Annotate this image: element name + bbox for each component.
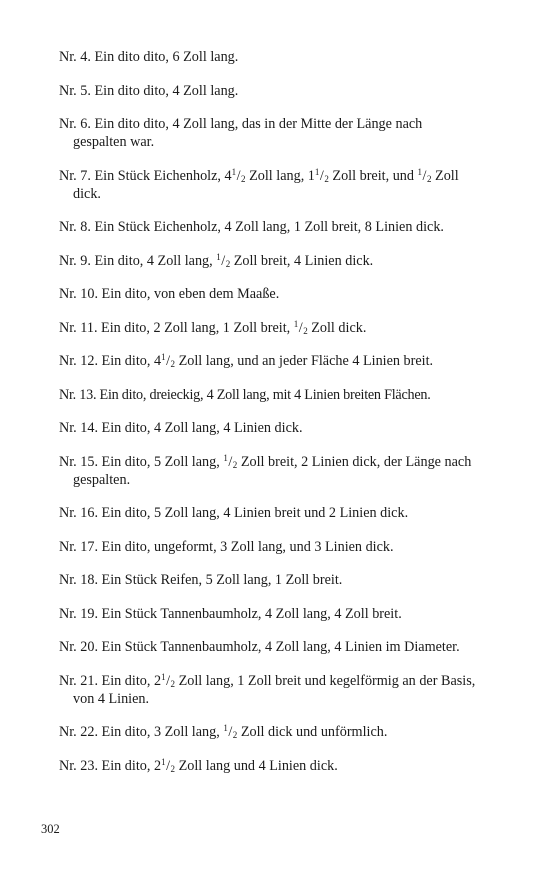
entry-text: Nr. 16. Ein dito, 5 Zoll lang, 4 Linien breit und 2 Linien dick. [59, 505, 409, 521]
catalog-entry-nr19 [59, 605, 479, 623]
catalog-entry-nr17 [59, 538, 479, 556]
entry-text: Zoll breit, 2 Linien dick, der Länge nach gespalten. [73, 453, 472, 488]
entry-text: Nr. 4. Ein dito dito, 6 Zoll lang. [59, 49, 239, 65]
catalog-entry-nr22 [59, 723, 479, 741]
fraction-numerator: 1 [161, 352, 166, 362]
fraction-numerator: 1 [216, 251, 221, 262]
fraction-numerator: 1 [231, 166, 237, 177]
entry-text: Nr. 12. Ein dito, 4 [59, 353, 162, 369]
catalog-entry-nr8 [59, 218, 479, 236]
entry-text: Nr. 9. Ein dito, 4 Zoll lang, [59, 252, 217, 269]
catalog-entry-nr4 [59, 48, 479, 66]
fraction-numerator: 1 [161, 756, 166, 767]
catalog-entry-nr18 [59, 571, 479, 589]
entry-text: Zoll lang, und an jeder Fläche 4 Linien breit. [175, 353, 434, 369]
entry-text: Zoll lang, 1 Zoll breit und kegelförmig an der Basis, von 4 Linien. [73, 672, 476, 707]
fraction-numerator: 1 [417, 166, 423, 177]
catalog-entry-nr16 [59, 504, 479, 522]
fraction-denominator: 2 [170, 763, 176, 774]
catalog-entry-nr5 [59, 82, 479, 100]
fraction-denominator: 2 [426, 173, 432, 184]
fraction-numerator: 1 [161, 671, 166, 682]
catalog-entry-nr11 [59, 319, 479, 337]
entry-text: Nr. 18. Ein Stück Reifen, 5 Zoll lang, 1 Zoll breit. [59, 572, 343, 588]
fraction-slash: / [221, 252, 226, 269]
entry-text: Nr. 23. Ein dito, 2 [59, 757, 162, 774]
entry-text: Nr. 7. Ein Stück Eichenholz, 4 [59, 167, 232, 184]
fraction-denominator: 2 [303, 325, 308, 336]
entry-text: Zoll dick und unförmlich. [237, 724, 388, 740]
fraction-denominator: 2 [232, 730, 238, 740]
catalog-entry-nr10 [59, 285, 479, 303]
catalog-entry-nr23 [59, 757, 479, 775]
fraction-numerator: 1 [223, 723, 228, 733]
entry-text: Nr. 13. Ein dito, dreieckig, 4 Zoll lang, mit 4 Linien breiten Flächen. [59, 386, 431, 403]
fraction-slash: / [298, 319, 303, 336]
fraction-denominator: 2 [241, 173, 246, 184]
fraction-slash: / [166, 672, 171, 689]
catalog-entry-nr13 [59, 386, 479, 404]
fraction-numerator: 1 [293, 318, 299, 329]
entry-text: Nr. 5. Ein dito dito, 4 Zoll lang. [59, 82, 239, 99]
fraction-numerator: 1 [314, 166, 320, 177]
entry-text: Nr. 17. Ein dito, ungeformt, 3 Zoll lang, und 3 Linien dick. [59, 538, 394, 555]
entry-text: Zoll dick. [307, 319, 367, 336]
fraction-slash: / [422, 167, 427, 184]
entry-text: Zoll lang, 1 [245, 167, 315, 184]
entry-text: Zoll breit, 4 Linien dick. [230, 252, 374, 269]
entry-text: Nr. 14. Ein dito, 4 Zoll lang, 4 Linien dick. [59, 420, 303, 436]
fraction-denominator: 2 [225, 258, 231, 269]
entry-text: Nr. 6. Ein dito dito, 4 Zoll lang, das in der Mitte der Länge nach gespalten war. [59, 116, 423, 150]
entry-text: Nr. 21. Ein dito, 2 [59, 672, 162, 689]
fraction-slash: / [319, 167, 324, 184]
page-number: 302 [41, 822, 60, 836]
fraction-numerator: 1 [223, 452, 228, 463]
fraction-slash: / [228, 724, 233, 740]
entry-text: Nr. 20. Ein Stück Tannenbaumholz, 4 Zoll lang, 4 Linien im Diameter. [59, 639, 460, 655]
fraction-slash: / [228, 453, 233, 470]
catalog-entry-nr15 [59, 453, 479, 489]
fraction-slash: / [166, 353, 171, 369]
entry-text: Nr. 19. Ein Stück Tannenbaumholz, 4 Zoll lang, 4 Zoll breit. [59, 605, 402, 622]
catalog-entry-nr7 [59, 167, 479, 203]
fraction-denominator: 2 [324, 173, 329, 184]
entry-text: Nr. 11. Ein dito, 2 Zoll lang, 1 Zoll breit, [59, 319, 294, 336]
fraction-denominator: 2 [170, 678, 176, 689]
fraction-denominator: 2 [170, 359, 176, 369]
entry-text: Nr. 8. Ein Stück Eichenholz, 4 Zoll lang, 1 Zoll breit, 8 Linien dick. [59, 219, 444, 235]
fraction-slash: / [166, 757, 171, 774]
entry-text: Zoll lang und 4 Linien dick. [175, 757, 338, 774]
catalog-entry-nr12 [59, 352, 479, 370]
catalog-entry-list [59, 48, 479, 790]
catalog-entry-nr14 [59, 419, 479, 437]
entry-text: Nr. 10. Ein dito, von eben dem Maaße. [59, 286, 280, 302]
catalog-entry-nr21 [59, 672, 479, 708]
entry-text: Nr. 15. Ein dito, 5 Zoll lang, [59, 453, 224, 470]
catalog-entry-nr9 [59, 252, 479, 270]
entry-text: Nr. 22. Ein dito, 3 Zoll lang, [59, 724, 224, 740]
fraction-denominator: 2 [232, 459, 238, 470]
fraction-slash: / [236, 167, 241, 184]
entry-text: Zoll breit, und [328, 167, 418, 184]
catalog-entry-nr6 [59, 115, 479, 151]
entry-text: Zoll dick. [73, 167, 459, 202]
catalog-entry-nr20 [59, 638, 479, 656]
